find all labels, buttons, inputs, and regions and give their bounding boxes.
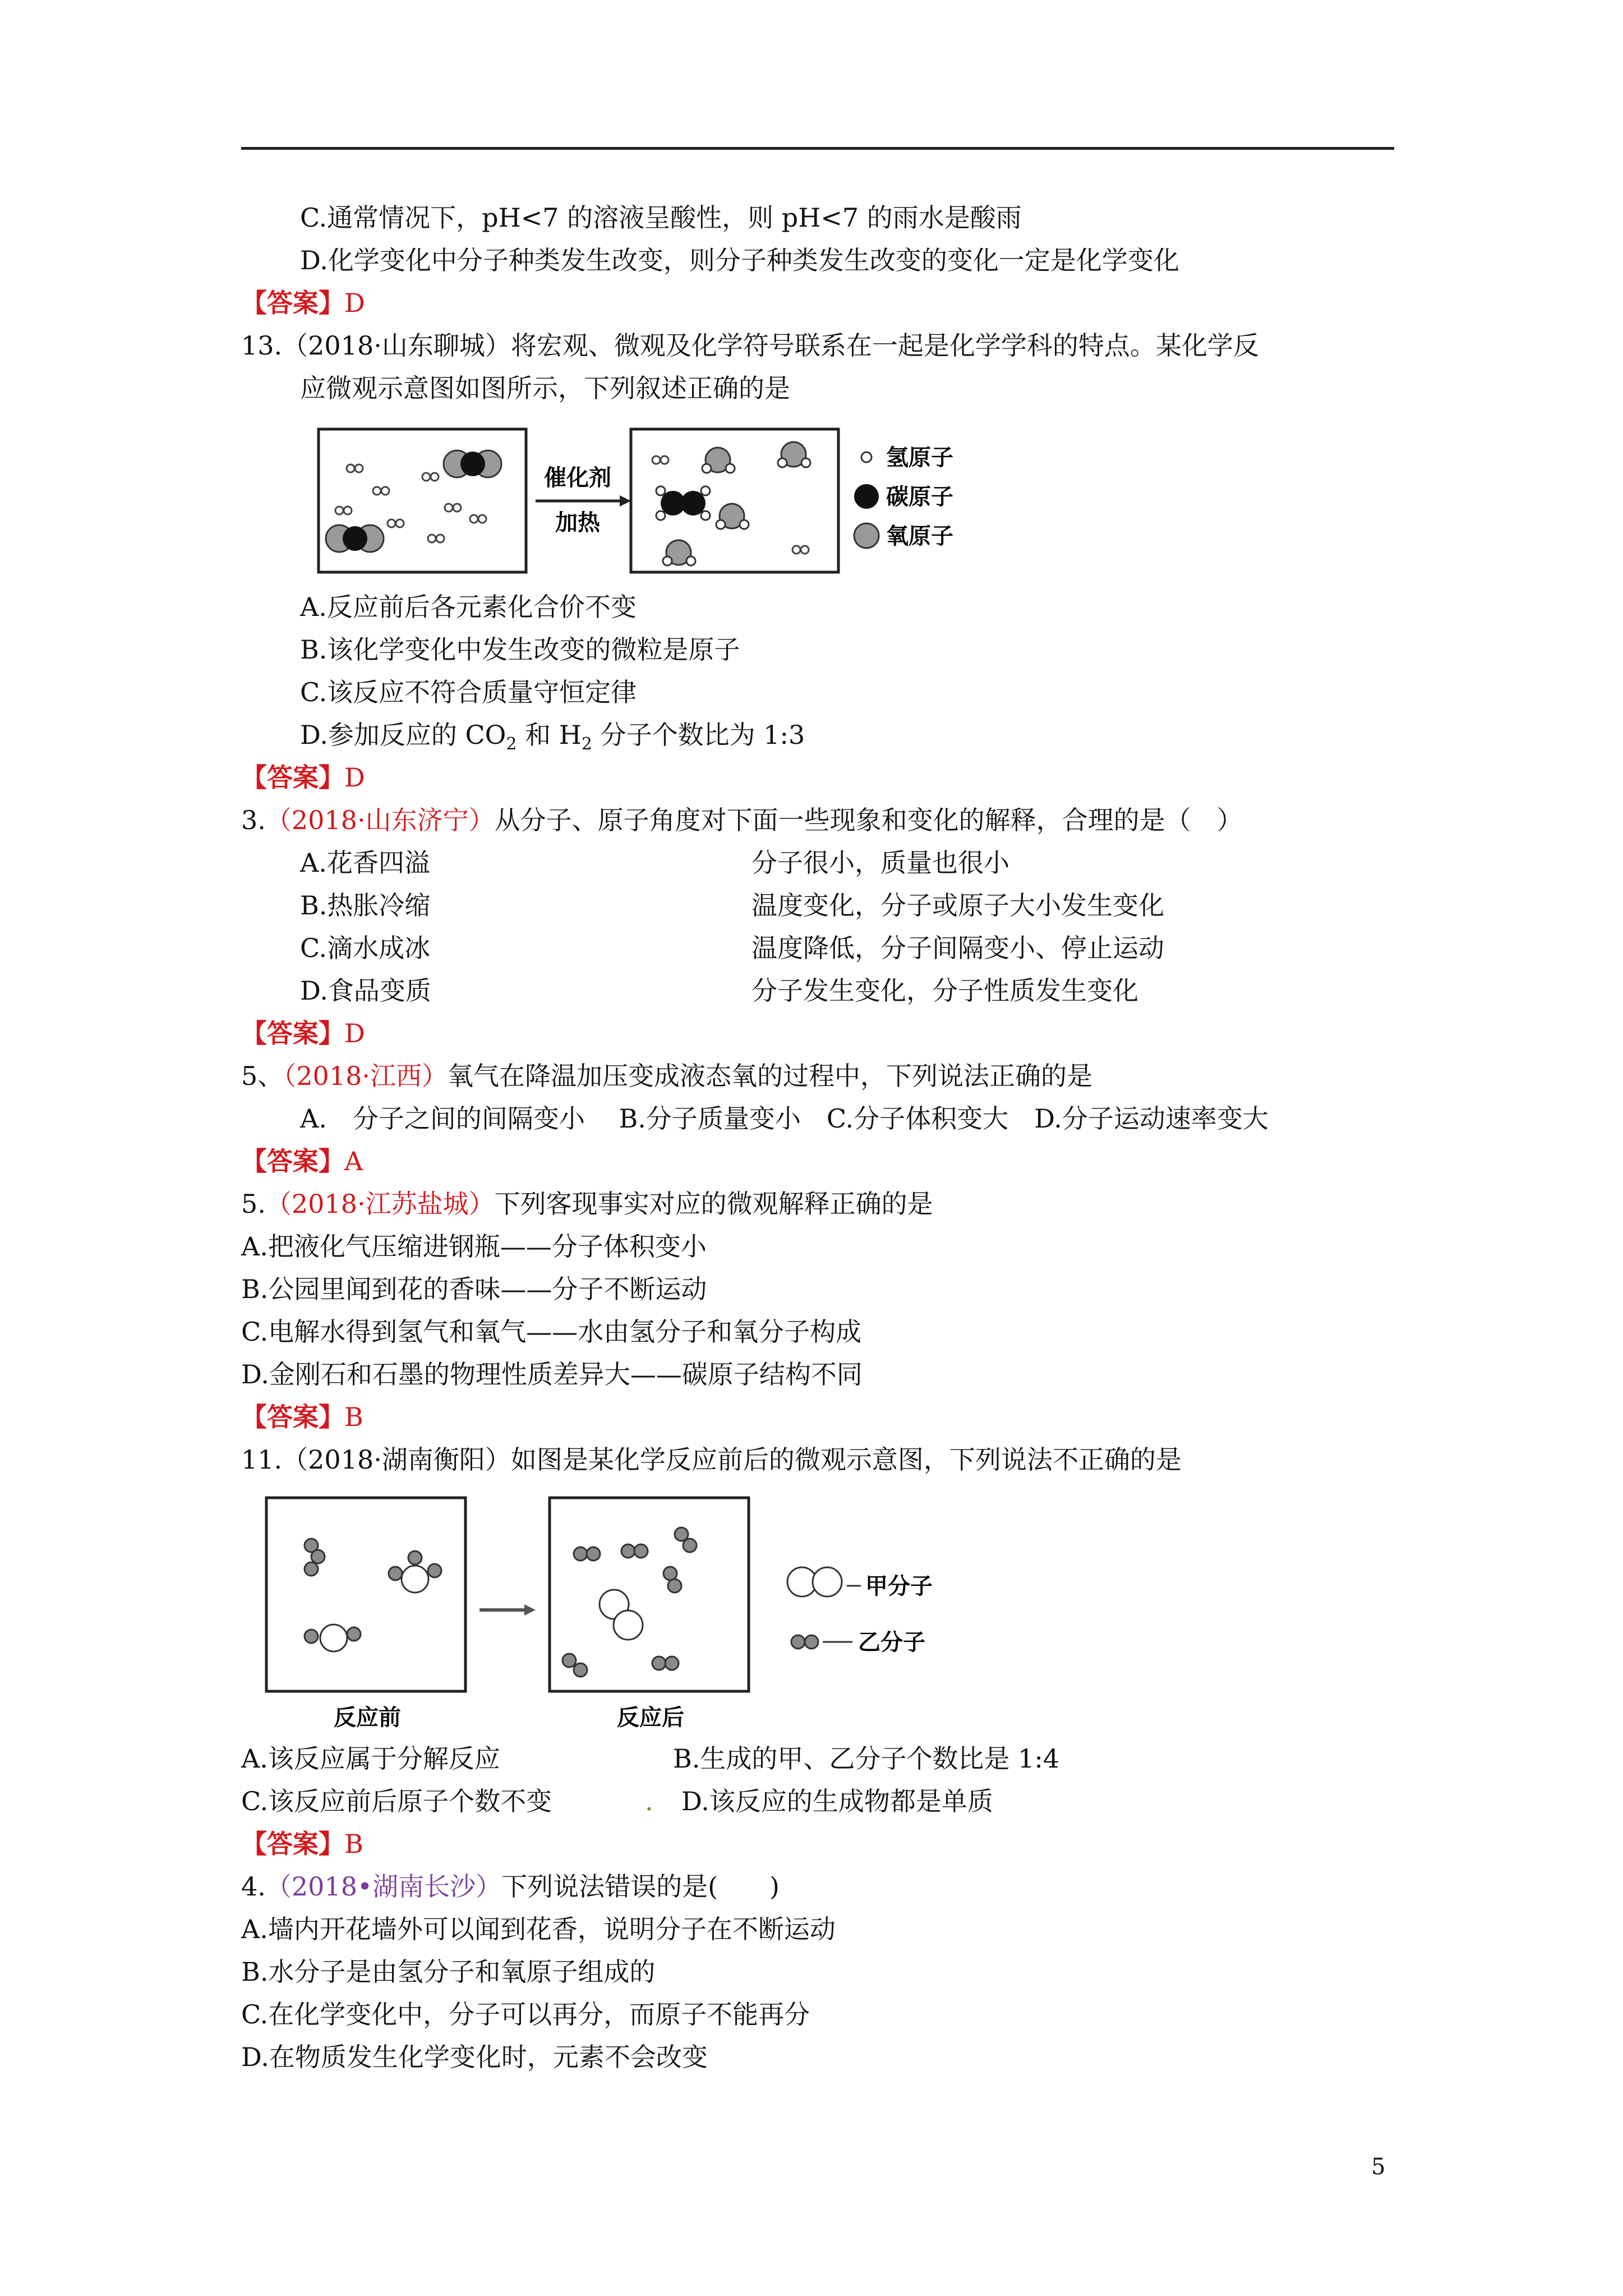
water-molecule-2 xyxy=(778,442,810,467)
q3-row-a-left: A.花香四溢 xyxy=(300,848,430,878)
prev-answer: 【答案】D xyxy=(241,288,365,318)
label-before: 反应前 xyxy=(334,1705,401,1731)
q13-stem-line1: 13.（2018·山东聊城）将宏观、微观及化学符号联系在一起是化学学科的特点。某化学反 xyxy=(241,330,1259,361)
q3-row-d-right: 分子发生变化，分子性质发生变化 xyxy=(751,976,1138,1006)
product-molecule xyxy=(656,486,710,520)
q5a-options: A. 分子之间的间隔变小 B.分子质量变小 C.分子体积变大 D.分子运动速率变大 xyxy=(300,1103,1269,1134)
yi-molecules-after xyxy=(562,1527,697,1677)
q3-answer: 【答案】D xyxy=(241,1018,365,1048)
water-molecule-3 xyxy=(716,504,749,529)
q13-option-d: D.参加反应的 $CO_2$ 和 $H_2$ 分子个数比为 1:3 xyxy=(300,720,805,754)
before-molecule-1 xyxy=(305,1539,325,1576)
q4-option-b: B.水分子是由氢分子和氧原子组成的 xyxy=(241,1957,656,1987)
co2-molecule-before-1 xyxy=(444,450,501,477)
legend-carbon-symbol xyxy=(854,484,879,509)
q4-option-a: A.墙内开花墙外可以闻到花香，说明分子在不断运动 xyxy=(241,1914,836,1944)
co2-molecule-before-2 xyxy=(326,525,384,552)
prev-option-d: D.化学变化中分子种类发生改变，则分子种类发生改变的变化一定是化学变化 xyxy=(300,245,1179,275)
q5a-answer: 【答案】A xyxy=(241,1146,363,1176)
q13-option-c: C.该反应不符合质量守恒定律 xyxy=(300,677,637,707)
legend-carbon: 碳原子 xyxy=(886,484,953,510)
q11-option-c: C.该反应前后原子个数不变 xyxy=(241,1786,552,1816)
q11-reaction-diagram xyxy=(255,1489,1007,1736)
q3-stem: 3.（2018·山东济宁）从分子、原子角度对下面一些现象和变化的解释，合理的是（ ） xyxy=(241,805,1243,835)
q3-row-c-left: C.滴水成冰 xyxy=(300,933,431,963)
q3-row-b-right: 温度变化，分子或原子大小发生变化 xyxy=(751,890,1164,921)
before-box xyxy=(319,429,526,572)
q11-answer: 【答案】B xyxy=(241,1829,363,1859)
legend-jia: 甲分子 xyxy=(865,1573,933,1599)
q13-option-a: A.反应前后各元素化合价不变 xyxy=(300,592,637,622)
arrow-label-heat: 加热 xyxy=(555,510,600,536)
legend-yi: 乙分子 xyxy=(858,1630,925,1655)
q4-option-d: D.在物质发生化学变化时，元素不会改变 xyxy=(241,2042,708,2072)
q3-row-a-right: 分子很小，质量也很小 xyxy=(751,848,1009,878)
q5b-option-b: B.公园里闻到花的香味——分子不断运动 xyxy=(241,1274,707,1304)
water-molecule-4 xyxy=(663,540,695,565)
water-molecule-1 xyxy=(702,448,735,473)
q13-stem-line2: 应微观示意图如图所示，下列叙述正确的是 xyxy=(300,373,790,403)
before-molecule-3 xyxy=(305,1625,361,1651)
q11-stem: 11.（2018·湖南衡阳）如图是某化学反应前后的微观示意图，下列说法不正确的是 xyxy=(241,1444,1182,1475)
before-box xyxy=(266,1498,465,1691)
q3-row-c-right: 温度降低，分子间隔变小、停止运动 xyxy=(751,933,1164,963)
legend-hydrogen-symbol xyxy=(861,452,872,462)
q5b-stem: 5.（2018·江苏盐城）下列客现事实对应的微观解释正确的是 xyxy=(241,1189,933,1219)
q13-reaction-diagram xyxy=(314,424,976,581)
q11-option-d: D.该反应的生成物都是单质 xyxy=(681,1786,993,1816)
arrow-label-catalyst: 催化剂 xyxy=(544,465,611,491)
legend-oxygen: 氧原子 xyxy=(886,523,953,549)
header-rule xyxy=(241,147,1394,150)
q4-option-c: C.在化学变化中，分子可以再分，而原子不能再分 xyxy=(241,1999,810,2030)
q11-option-a: A.该反应属于分解反应 xyxy=(241,1743,500,1774)
prev-option-c: C.通常情况下，pH<7 的溶液呈酸性，则 pH<7 的雨水是酸雨 xyxy=(300,203,1022,233)
before-molecule-2 xyxy=(389,1551,441,1593)
page-number: 5 xyxy=(1371,2154,1386,2180)
after-box xyxy=(550,1498,749,1691)
q5b-option-c: C.电解水得到氢气和氧气——水由氢分子和氧分子构成 xyxy=(241,1317,862,1347)
label-after: 反应后 xyxy=(617,1705,684,1731)
legend-yi-symbol xyxy=(791,1635,805,1649)
q5a-stem: 5、（2018·江西）氧气在降温加压变成液态氧的过程中，下列说法正确的是 xyxy=(241,1061,1092,1091)
q5b-option-a: A.把液化气压缩进钢瓶——分子体积变小 xyxy=(241,1231,707,1262)
jia-molecules-after xyxy=(600,1590,643,1640)
legend-oxygen-symbol xyxy=(854,523,879,548)
q5b-option-d: D.金刚石和石墨的物理性质差异大——碳原子结构不同 xyxy=(241,1359,863,1389)
q13-answer: 【答案】D xyxy=(241,762,365,793)
q11-option-b: B.生成的甲、乙分子个数比是 1:4 xyxy=(673,1743,1060,1774)
q5b-answer: 【答案】B xyxy=(241,1402,363,1432)
q13-option-b: B.该化学变化中发生改变的微粒是原子 xyxy=(300,634,740,665)
q4-stem: 4.（2018•湖南长沙）下列说法错误的是( ) xyxy=(241,1871,780,1902)
q3-row-d-left: D.食品变质 xyxy=(300,976,431,1006)
q11-dot: . xyxy=(645,1786,653,1816)
legend-hydrogen: 氢原子 xyxy=(886,445,953,471)
q3-row-b-left: B.热胀冷缩 xyxy=(300,890,431,921)
